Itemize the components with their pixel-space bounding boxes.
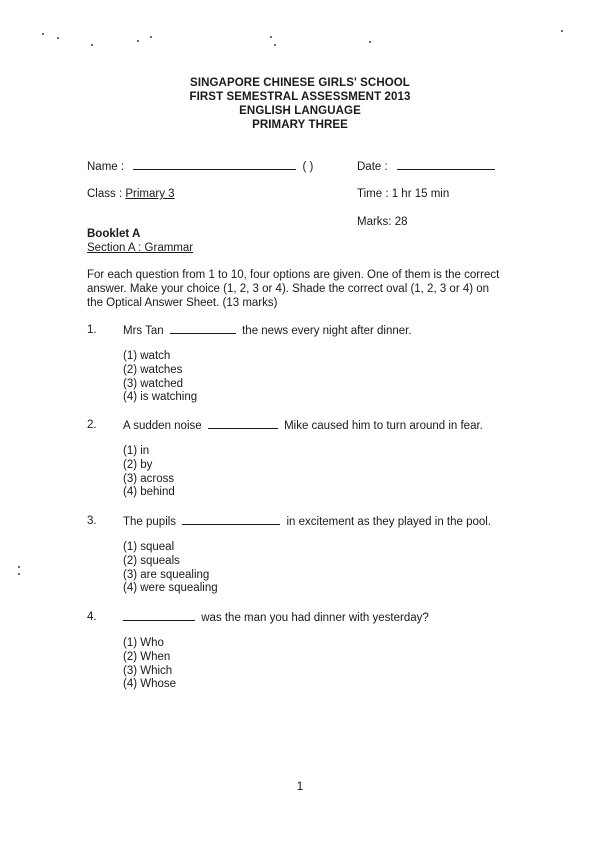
question-number: 2. — [87, 419, 97, 431]
question-stem — [123, 610, 429, 625]
stem-before: The pupils — [123, 516, 177, 528]
level-title: PRIMARY THREE — [252, 119, 348, 131]
booklet-title: Booklet A — [87, 228, 141, 240]
assessment-title: FIRST SEMESTRAL ASSESSMENT 2013 — [189, 91, 411, 103]
scan-speck — [150, 36, 152, 38]
name-blank[interactable] — [133, 159, 296, 170]
options-list — [123, 541, 218, 596]
scan-speck — [270, 36, 272, 38]
scan-speck — [561, 30, 563, 32]
date-label: Date : — [357, 161, 388, 173]
option: (1) Who — [123, 637, 164, 649]
exam-header — [0, 76, 600, 132]
option: (4) were squealing — [123, 582, 218, 595]
question-number: 1. — [87, 324, 97, 336]
question-number: 3. — [87, 515, 97, 527]
option: (3) Which — [123, 664, 173, 677]
question-stem — [123, 418, 483, 433]
scan-speck — [42, 33, 44, 35]
option: (4) Whose — [123, 678, 177, 691]
option: (2) watches — [123, 363, 183, 376]
question-stem — [123, 323, 412, 338]
option: (3) watched — [123, 377, 184, 390]
class-label: Class : — [87, 188, 123, 200]
register-number-parens: ( ) — [302, 161, 314, 173]
instruction-line: For each question from 1 to 10, four options are given. One of them is the correct — [87, 269, 500, 281]
option: (2) by — [123, 458, 153, 471]
page-number: 1 — [296, 779, 304, 793]
date-blank[interactable] — [397, 159, 495, 170]
instructions — [87, 268, 527, 310]
stem-before: Mrs Tan — [123, 325, 164, 337]
answer-blank — [182, 514, 280, 525]
question-number: 4. — [87, 611, 97, 623]
time-field: Time : 1 hr 15 min — [357, 188, 450, 200]
scan-speck — [18, 573, 20, 575]
school-name: SINGAPORE CHINESE GIRLS' SCHOOL — [190, 77, 410, 89]
stem-after: the news every night after dinner. — [242, 325, 412, 337]
scan-speck — [274, 44, 276, 46]
subject-title: ENGLISH LANGUAGE — [239, 105, 361, 117]
option: (3) are squealing — [123, 568, 210, 581]
scan-speck — [137, 40, 139, 42]
scan-speck — [369, 41, 371, 43]
option: (2) squeals — [123, 554, 180, 567]
date-field — [357, 159, 495, 174]
instruction-line: the Optical Answer Sheet. (13 marks) — [87, 297, 278, 309]
answer-blank — [170, 323, 236, 334]
option: (1) in — [123, 445, 150, 457]
stem-after: Mike caused him to turn around in fear. — [284, 420, 483, 432]
stem-before: A sudden noise — [123, 420, 202, 432]
name-label: Name : — [87, 161, 125, 173]
options-list — [123, 445, 175, 500]
class-value: Primary 3 — [125, 188, 175, 200]
scan-speck — [91, 44, 93, 46]
scan-speck — [18, 566, 20, 568]
scan-speck — [57, 37, 59, 39]
stem-after: in excitement as they played in the pool. — [286, 516, 492, 528]
option: (2) When — [123, 650, 171, 663]
option: (1) squeal — [123, 541, 175, 553]
stem-after: was the man you had dinner with yesterday? — [201, 612, 429, 624]
options-list — [123, 350, 197, 405]
name-field — [87, 159, 313, 174]
question-stem — [123, 514, 491, 529]
options-list — [123, 637, 176, 692]
class-field — [87, 187, 175, 201]
section-title: Section A : Grammar — [87, 242, 194, 254]
answer-blank — [208, 418, 278, 429]
option: (3) across — [123, 472, 175, 485]
option: (4) behind — [123, 486, 175, 499]
marks-field: Marks: 28 — [357, 216, 408, 228]
option: (4) is watching — [123, 391, 198, 404]
answer-blank — [123, 610, 195, 621]
instruction-line: answer. Make your choice (1, 2, 3 or 4). Shade the correct oval (1, 2, 3 or 4) on — [87, 283, 490, 295]
option: (1) watch — [123, 350, 171, 362]
